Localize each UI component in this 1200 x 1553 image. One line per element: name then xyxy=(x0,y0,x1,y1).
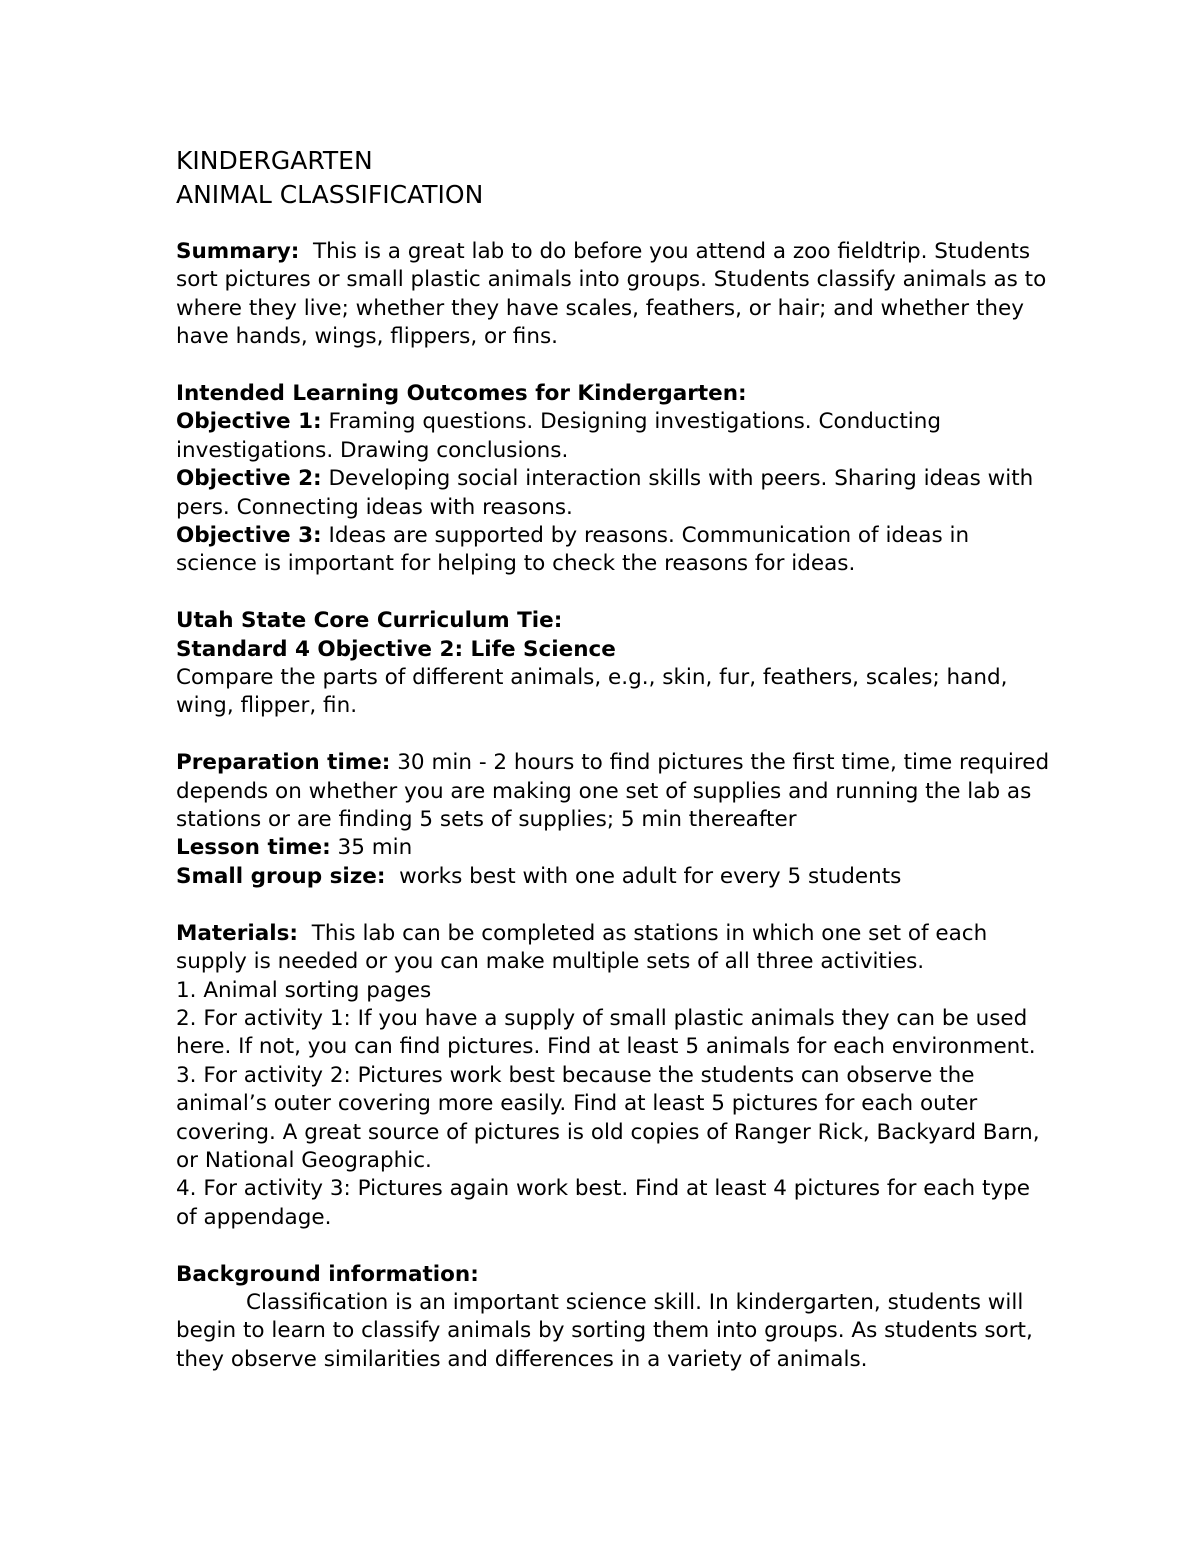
summary-paragraph xyxy=(176,238,1056,352)
objective-item xyxy=(176,522,1056,579)
group-size-label: Small group size: xyxy=(176,863,386,889)
objective-item xyxy=(176,408,1056,465)
prep-time xyxy=(176,749,1056,834)
page-title: ANIMAL CLASSIFICATION xyxy=(176,180,484,209)
timing-section xyxy=(176,749,1056,891)
outcomes-heading: Intended Learning Outcomes for Kindergarten: xyxy=(176,381,747,407)
lesson-time xyxy=(176,834,1056,862)
curriculum-section xyxy=(176,607,1056,721)
objective-text: Framing questions. Designing investigations. Conducting investigations. Drawing conclusions. xyxy=(176,409,942,463)
materials-intro xyxy=(176,920,1056,977)
objective-text: Ideas are supported by reasons. Communication of ideas in science is important for helping to check the reasons for ideas. xyxy=(176,523,970,577)
document-page xyxy=(176,144,1056,1374)
group-size xyxy=(176,863,1056,891)
materials-section xyxy=(176,920,1056,1232)
curriculum-heading: Utah State Core Curriculum Tie: xyxy=(176,608,563,634)
materials-item: 1. Animal sorting pages xyxy=(176,977,432,1003)
objective-label: Objective 1: xyxy=(176,409,322,435)
curriculum-standard: Standard 4 Objective 2: Life Science xyxy=(176,636,616,662)
background-paragraph xyxy=(176,1289,1056,1374)
group-size-text: works best with one adult for every 5 students xyxy=(399,863,902,889)
objective-label: Objective 3: xyxy=(176,523,322,549)
materials-item: 4. For activity 3: Pictures again work best. Find at least 4 pictures for each type of appendage. xyxy=(176,1176,1030,1230)
curriculum-text: Compare the parts of different animals, e.g., skin, fur, feathers, scales; hand, wing, flipper, fin. xyxy=(176,665,1008,719)
grade-heading: KINDERGARTEN xyxy=(176,146,373,175)
objective-item xyxy=(176,465,1056,522)
prep-time-text: 30 min - 2 hours to find pictures the first time, time required depends on whether you are making one set of supplies and running the lab as stations or are finding 5 sets of supplies; 5 min thereafter xyxy=(176,750,1050,833)
summary-label: Summary: xyxy=(176,239,300,264)
materials-label: Materials: xyxy=(176,920,299,946)
materials-item: 3. For activity 2: Pictures work best because the students can observe the animal’s outer covering more easily. Find at least 5 pictures for each outer covering. A great source of pictures is old copies of Ranger Rick, Backyard Barn, or National Geographic. xyxy=(176,1062,1040,1173)
background-heading: Background information: xyxy=(176,1261,479,1287)
lesson-time-label: Lesson time: xyxy=(176,835,331,861)
materials-intro-text: This lab can be completed as stations in which one set of each supply is needed or you can make multiple sets of all three activities. xyxy=(176,920,988,975)
outcomes-section xyxy=(176,380,1056,579)
prep-time-label: Preparation time: xyxy=(176,750,391,776)
materials-item: 2. For activity 1: If you have a supply of small plastic animals they can be used here. If not, you can find pictures. Find at least 5 animals for each environment. xyxy=(176,1005,1036,1060)
lesson-time-text: 35 min xyxy=(337,835,413,861)
background-section xyxy=(176,1261,1056,1375)
summary-text: This is a great lab to do before you attend a zoo fieldtrip. Students sort pictures or small plastic animals into groups. Students classify animals as to where they live; whether they have scales, feathers, or hair; and whether they have hands, wings, flippers, or fins. xyxy=(176,239,1047,350)
objective-label: Objective 2: xyxy=(176,466,322,492)
background-text: Classification is an important science skill. In kindergarten, students will begin to learn to classify animals by sorting them into groups. As students sort, they observe similarities and differences in a variety of animals. xyxy=(176,1289,1033,1372)
objective-text: Developing social interaction skills with peers. Sharing ideas with pers. Connecting ideas with reasons. xyxy=(176,466,1034,520)
